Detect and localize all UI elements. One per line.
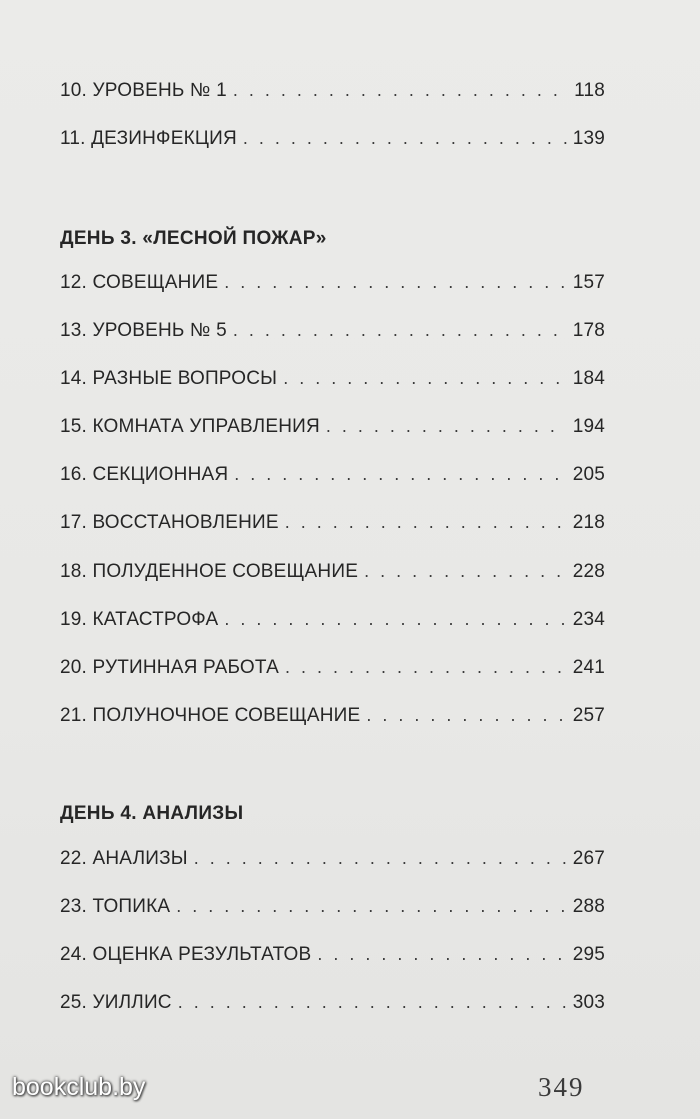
dot-leader [283, 368, 567, 389]
toc-entry-22 [60, 848, 605, 878]
dot-leader [285, 512, 567, 533]
watermark: bookclub.by [12, 1073, 146, 1101]
toc-entry-page: 118 [574, 80, 605, 101]
toc-entry-23 [60, 896, 605, 926]
dot-leader [194, 848, 567, 869]
dot-leader [364, 561, 567, 582]
toc-entry-page: 295 [572, 944, 605, 965]
toc-entry-15 [60, 416, 605, 446]
toc-entry-page: 267 [572, 848, 605, 869]
toc-entry-title: 22. АНАЛИЗЫ [60, 848, 188, 869]
toc-entry-19 [60, 609, 605, 639]
toc-entry-page: 184 [572, 368, 605, 389]
toc-entry-17 [60, 512, 605, 542]
toc-entry-page: 194 [572, 416, 605, 437]
toc-entry-16 [60, 464, 605, 494]
toc-entry-page: 157 [572, 272, 605, 293]
dot-leader [176, 896, 566, 917]
toc-entry-title: 24. ОЦЕНКА РЕЗУЛЬТАТОВ [60, 944, 312, 965]
toc-entry-title: 20. РУТИННАЯ РАБОТА [60, 657, 279, 678]
toc-entry-11 [60, 128, 605, 158]
toc-entry-title: 23. ТОПИКА [60, 896, 171, 917]
toc-entry-page: 218 [572, 512, 605, 533]
toc-entry-page: 228 [572, 561, 605, 582]
toc-entry-20 [60, 657, 605, 687]
toc-entry-page: 303 [572, 992, 605, 1013]
toc-entry-title: 21. ПОЛУНОЧНОЕ СОВЕЩАНИЕ [60, 705, 361, 726]
dot-leader [178, 992, 567, 1013]
section-heading-day-3: ДЕНЬ 3. «ЛЕСНОЙ ПОЖАР» [60, 228, 327, 249]
page-number: 349 [538, 1072, 585, 1102]
toc-entry-title: 14. РАЗНЫЕ ВОПРОСЫ [60, 368, 278, 389]
toc-entry-title: 17. ВОССТАНОВЛЕНИЕ [60, 512, 279, 533]
dot-leader [233, 80, 568, 101]
toc-entry-page: 288 [572, 896, 605, 917]
toc-entry-page: 139 [572, 128, 605, 149]
toc-entry-18 [60, 561, 605, 591]
dot-leader [326, 416, 567, 437]
toc-entry-25 [60, 992, 605, 1022]
dot-leader [317, 944, 566, 965]
toc-entry-page: 178 [572, 320, 605, 341]
toc-entry-24 [60, 944, 605, 974]
dot-leader [233, 320, 567, 341]
toc-entry-title: 11. ДЕЗИНФЕКЦИЯ [60, 128, 237, 149]
toc-entry-title: 12. СОВЕЩАНИЕ [60, 272, 219, 293]
toc-entry-title: 10. УРОВЕНЬ № 1 [60, 80, 227, 101]
dot-leader [243, 128, 567, 149]
dot-leader [224, 272, 566, 293]
toc-entry-page: 241 [572, 657, 605, 678]
toc-entry-title: 15. КОМНАТА УПРАВЛЕНИЯ [60, 416, 320, 437]
dot-leader [285, 657, 567, 678]
toc-entry-title: 25. УИЛЛИС [60, 992, 172, 1013]
toc-entry-14 [60, 368, 605, 398]
toc-entry-page: 205 [572, 464, 605, 485]
toc-entry-13 [60, 320, 605, 350]
toc-entry-page: 257 [572, 705, 605, 726]
toc-entry-10 [60, 80, 605, 110]
toc-entry-title: 16. СЕКЦИОННАЯ [60, 464, 229, 485]
toc-entry-page: 234 [572, 609, 605, 630]
toc-entry-12 [60, 272, 605, 302]
toc-entry-title: 13. УРОВЕНЬ № 5 [60, 320, 227, 341]
dot-leader [234, 464, 566, 485]
dot-leader [366, 705, 566, 726]
toc-entry-title: 19. КАТАСТРОФА [60, 609, 219, 630]
section-heading-day-4: ДЕНЬ 4. АНАЛИЗЫ [60, 803, 244, 824]
toc-entry-21 [60, 705, 605, 735]
dot-leader [224, 609, 566, 630]
toc-entry-title: 18. ПОЛУДЕННОЕ СОВЕЩАНИЕ [60, 561, 359, 582]
